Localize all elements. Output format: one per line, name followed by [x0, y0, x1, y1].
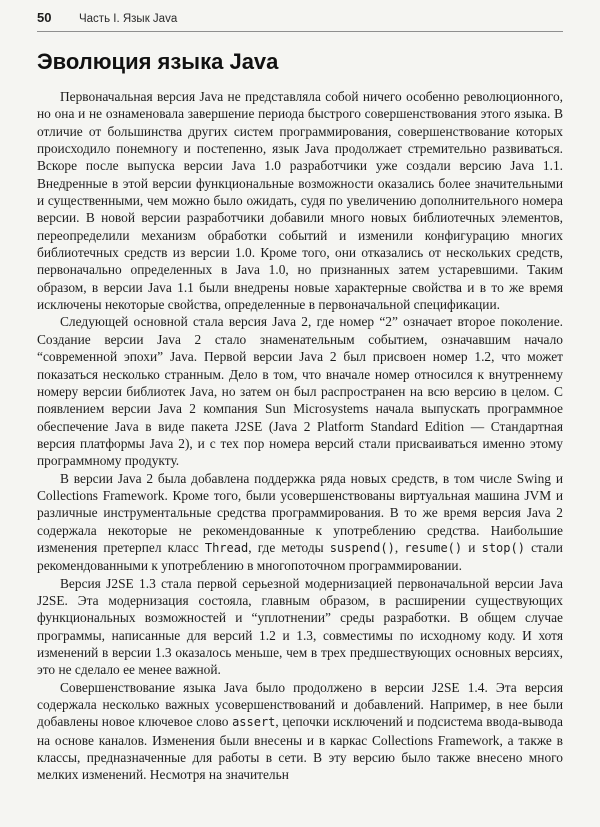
running-head-text: Часть I. Язык Java [79, 13, 178, 25]
page-number: 50 [37, 10, 52, 25]
text-run: Версия J2SE 1.3 стала первой серьезной модернизацией первоначальной версии Java J2SE. Эта модернизация состояла, главным образом, в расширении существующих функциональных возможностей и “уплотнении” среды разработки. В общем случае программы, написанные для версий 1.2 и 1.3, совместимы по исходному коду. И хотя изменений в версии 1.3 оказалось меньше, чем в трех предшествующих основных версиях, это не сделало ее менее важной. [37, 575, 563, 678]
text-run: , где методы [248, 539, 330, 555]
section-title: Эволюция языка Java [37, 49, 279, 74]
code-text: resume() [404, 540, 463, 555]
text-run: Следующей основной стала версия Java 2, где номер “2” означает второе поколение. Создание версии Java 2 стало знаменательным событием, означавшим начало “современной эпохи” Java. Первой версии Java 2 был присвоен номер 1.2, что может показаться несколько странным. Дело в том, что вначале номер относился к внутреннему номеру версии библиотек Java, но затем он был распространен на всю версию в целом. С появлением версии Java 2 компания Sun Microsystems начала выпускать программное обеспечение Java в виде пакета J2SE (Java 2 Platform Standard Edition — Стандартная версия платформы Java 2), и с тех пор номера версий стали присваиваться именно этому программному продукту. [37, 314, 563, 469]
paragraph [37, 313, 563, 469]
paragraph [37, 470, 563, 575]
code-text: stop() [481, 540, 525, 555]
code-text: assert [232, 715, 276, 730]
paragraph [37, 575, 563, 679]
body-text [37, 88, 563, 784]
text-run: Совершенствование языка Java было продолжено в версии J2SE 1.4. Эта версия содержала несколько важных усовершенствований и добавлений. Например, в нее были добавлены новое ключевое слово [37, 679, 563, 730]
code-text: suspend() [329, 540, 395, 555]
page-header [37, 10, 563, 32]
code-text: Thread [204, 540, 249, 555]
text-run: , [394, 539, 405, 555]
text-run: , цепочки исключений и подсистема ввода-вывода на основе каналов. Изменения были внесены и в каркас Collections Framework, а также в классы, предназначенные для работы в сети. В эту версию было также внесено много мелких изменений. Несмотря на значительн [37, 714, 563, 783]
text-run: и [462, 539, 482, 555]
paragraph [37, 88, 563, 313]
text-run: стали рекомендованными к употреблению в многопоточном программировании. [37, 539, 563, 574]
paragraph [37, 679, 563, 784]
text-run: В версии Java 2 была добавлена поддержка ряда новых средств, в том числе Swing и Collections Framework. Кроме того, были усовершенствованы виртуальная машина JVM и различные инструментальные средства программирования. В то же время версия Java 2 содержала некоторые не рекомендованные к употреблению средства. Наибольшие изменения претерпел класс [37, 470, 563, 555]
text-run: Первоначальная версия Java не представляла собой ничего особенно революционного, но она и не ознаменовала завершение периода быстрого совершенствования этого языка. В отличие от большинства других систем программирования, совершенствование которых происходило понемногу и постепенно, язык Java продолжает стремительно развиваться. Вскоре после выпуска версии Java 1.0 разработчики уже создали версию Java 1.1. Внедренные в этой версии функциональные возможности оказались более значительными и существенными, чем можно было ожидать, судя по увеличению дополнительного номера версии. В новой версии разработчики добавили много новых библиотечных элементов, переопределили механизм обработки событий и изменили конфигурацию многих библиотечных средств из версии 1.0. Кроме того, они отказались от нескольких средств, первоначально определенных в Java 1.0, но признанных затем устаревшими. Таким образом, в версии Java 1.1 были внедрены новые характерные свойства и в то же время исключены некоторые свойства, определенные в первоначальной спецификации. [37, 89, 563, 313]
